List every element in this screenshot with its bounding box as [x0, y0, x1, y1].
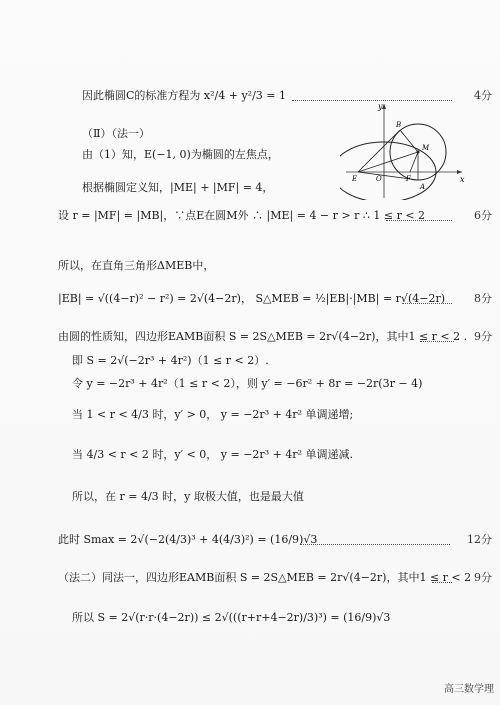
page-footer: 高三数学理 [444, 684, 494, 695]
score-label: 9分 [474, 571, 492, 584]
label-x: x [460, 175, 465, 184]
line-eb-area [0, 287, 500, 311]
line-text: 由（1）知，E(−1, 0)为椭圆的左焦点， [82, 148, 279, 161]
line-set-r [0, 204, 500, 228]
y-axis-arrow [382, 104, 386, 109]
line-text: 令 y = −2r³ + 4r²（1 ≤ r < 2），则 y′ = −6r² + 8r = −2r(3r − 4) [72, 377, 423, 390]
line-text: 当 1 < r < 4/3 时，y′ > 0， y = −2r³ + 4r² 单调递增; [72, 408, 354, 421]
line-text: 根据椭圆定义知，|ME| + |MF| = 4， [82, 181, 274, 194]
segment-mf [410, 152, 418, 172]
line-right-triangle [0, 254, 500, 278]
segment-em [358, 152, 418, 172]
line-text: 所以，在 r = 4/3 时，y 取极大值，也是最大值 [72, 490, 304, 503]
line-text: 此时 Smax = 2√(−2(4/3)³ + 4(4/3)²) = (16/9)√3 [58, 533, 318, 546]
line-am-gm [0, 606, 500, 630]
label-f: F [406, 175, 411, 183]
label-a: A [420, 183, 426, 191]
x-axis-arrow [457, 170, 462, 174]
line-s-formula [0, 349, 500, 373]
line-method-two [0, 566, 500, 590]
line-text: 所以 S = 2√(r·r·(4−2r)) ≤ 2√(((r+r+4−2r)/3)³) = (16/9)√3 [72, 611, 391, 624]
label-b: B [396, 121, 402, 129]
score-label: 6分 [474, 209, 492, 222]
leader-dots [420, 341, 454, 342]
label-o: O [376, 175, 382, 183]
label-y: y [378, 102, 383, 111]
leader-dots [432, 582, 452, 583]
score-label: 12分 [467, 533, 492, 546]
line-smax [0, 528, 500, 552]
leader-dots [300, 544, 450, 545]
line-text: 所以，在直角三角形ΔMEB中， [58, 259, 215, 272]
point-m [417, 151, 420, 154]
ellipse-circle-figure [340, 100, 468, 200]
line-text: 设 r = |MF| = |MB|，∵点E在圆M外 ∴ |ME| = 4 − r > r ∴ 1 ≤ r < 2 [58, 209, 426, 222]
line-maximum [0, 485, 500, 509]
score-label: 9分 [474, 330, 492, 343]
line-quad-area [0, 325, 500, 349]
score-label: 4分 [474, 89, 492, 102]
leader-dots [386, 220, 452, 221]
label-m: M [422, 144, 430, 152]
line-text: 即 S = 2√(−2r³ + 4r²)（1 ≤ r < 2）. [72, 354, 269, 367]
line-text: 当 4/3 < r < 2 时，y′ < 0， y = −2r³ + 4r² 单调递减. [72, 448, 353, 461]
line-text: 由圆的性质知，四边形EAMB面积 S = 2S△MEB = 2r√(4−2r)，其中1 ≤ r < 2 . [58, 330, 468, 343]
line-text: （Ⅱ）（法一） [82, 127, 150, 140]
leader-dots [402, 303, 452, 304]
line-text: 因此椭圆C的标准方程为 x²/4 + y²/3 = 1 [82, 89, 286, 102]
line-derivative [0, 372, 500, 396]
line-text: |EB| = √((4−r)² − r²) = 2√(4−2r)， S△MEB = ½|EB|·|MB| = r√(4−2r) [58, 292, 445, 305]
segment-mb [400, 130, 418, 152]
label-e: E [352, 175, 358, 183]
line-decreasing [0, 443, 500, 467]
line-text: （法二）同法一，四边形EAMB面积 S = 2S△MEB = 2r√(4−2r)，其中1 ≤ r < 2 [58, 571, 472, 584]
line-increasing [0, 403, 500, 427]
score-label: 8分 [474, 292, 492, 305]
